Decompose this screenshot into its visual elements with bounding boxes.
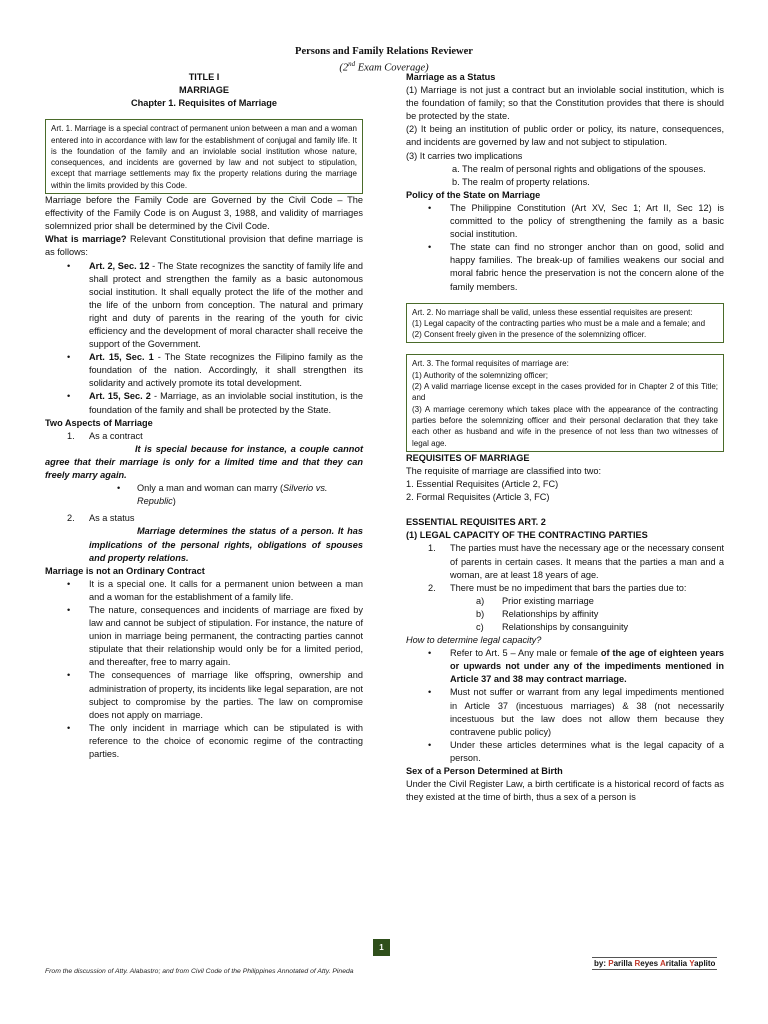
- legal-item: [406, 582, 724, 595]
- provision-head: Art. 2, Sec. 12: [89, 260, 150, 271]
- two-aspects-heading: Two Aspects of Marriage: [45, 417, 153, 428]
- how-list: [406, 647, 724, 765]
- coverage-superscript: nd: [348, 60, 356, 68]
- aspect-contract: [45, 430, 363, 443]
- provision-head: Art. 15, Sec. 1: [89, 352, 154, 363]
- list-item: • The nature, consequences and incidents of marriage are fixed by law and cannot be subject of stipulation. For instance, the nature of union in marriage being permanent, the contracting parties cannot stipulate that their relationship would only be for a limited period, and thereafter, free to marry again.: [45, 604, 363, 669]
- impediment-item: [406, 595, 724, 608]
- provision-item: [45, 351, 363, 390]
- art3-line: (3) A marriage ceremony which takes place with the appearance of the contracting parties before the solemnizing officer and their personal declaration that they take each other as husband and wife in the presence of not less than two witnesses of legal age.: [412, 404, 718, 448]
- coverage-text: (2: [339, 62, 349, 74]
- status-point-3b: b. The realm of property relations.: [452, 176, 590, 187]
- impediment-item: [406, 608, 724, 621]
- requisites-item: 2. Formal Requisites (Article 3, FC): [406, 492, 550, 503]
- list-item: • It is a special one. It calls for a permanent union between a man and a woman for the establishment of a family life.: [45, 578, 363, 604]
- status-point-3a: a. The realm of personal rights and obligations of the spouses.: [452, 163, 706, 174]
- art2-line: (2) Consent freely given in the presence of the solemnizing officer.: [412, 330, 647, 340]
- what-is-marriage: [45, 233, 363, 259]
- bullet-text-end: ): [172, 496, 176, 507]
- aspect-contract-text: It is special because for instance, a couple cannot agree that their marriage is only for a limited time and that they can freely marry again.: [45, 443, 363, 481]
- how-text: Refer to Art. 5 – Any male or female: [450, 648, 601, 659]
- impediment-text: Relationships by affinity: [502, 608, 599, 619]
- legal-item-text: There must be no impediment that bars the parties due to:: [450, 582, 687, 593]
- bullet-text: Only a man and woman can marry (: [137, 483, 284, 494]
- impediment-text: Relationships by consanguinity: [502, 621, 629, 632]
- provision-text: - Marriage, as an inviolable social institution, is the foundation of the family and shall be protected by the State.: [89, 391, 363, 415]
- author-initial: P: [608, 959, 614, 968]
- art2-line: Art. 2. No marriage shall be valid, unless these essential requisites are present:: [412, 307, 693, 317]
- not-ordinary-heading: Marriage is not an Ordinary Contract: [45, 565, 205, 576]
- how-question: How to determine legal capacity?: [406, 635, 542, 646]
- provision-text: - The State recognizes the Filipino family as the foundation of the nation. Accordingly, it shall strengthen its solidarity and actively promote its total development.: [89, 352, 363, 389]
- aspect-contract-bullet: [45, 482, 363, 508]
- list-item: • Must not suffer or warrant from any legal impediments mentioned in Article 37 (incestuous marriages) & 38 (not necessarily incestuous but the law does not allow them because they contravene public policy): [406, 686, 724, 738]
- author-initial: A: [660, 959, 666, 968]
- page-number: 1: [373, 939, 390, 956]
- list-number: 1.: [67, 430, 75, 441]
- legal-item-text: The parties must have the necessary age or the necessary consent of parents in certain cases. It means that the parties a man and a woman, are at least 18 years of age.: [450, 543, 724, 580]
- aspect-status-text: Marriage determines the status of a person. It has implications of the personal rights, obligations of spouses and property relations.: [89, 526, 363, 563]
- list-item: [406, 647, 724, 686]
- list-item: • The state can find no stronger anchor than on good, solid and happy families. The break-up of families weakens our social and moral fabric hence the preservation is not the concern alone of the family members.: [406, 241, 724, 293]
- what-is-marriage-question: What is marriage?: [45, 234, 127, 245]
- essential-heading: ESSENTIAL REQUISITES ART. 2: [406, 517, 546, 528]
- constitutional-provisions: [45, 260, 363, 417]
- art3-line: Art. 3. The formal requisites of marriage are:: [412, 359, 569, 369]
- author-name: ritalia: [665, 959, 690, 968]
- aspect-status: [45, 512, 363, 525]
- case-name: Silverio vs. Republic: [137, 483, 328, 507]
- sex-heading: Sex of a Person Determined at Birth: [406, 766, 563, 777]
- document-title: Persons and Family Relations Reviewer: [295, 46, 473, 57]
- legal-item: [406, 542, 724, 581]
- provision-item: [45, 390, 363, 416]
- list-item: • Under these articles determines what is the legal capacity of a person.: [406, 739, 724, 765]
- list-number: 2.: [67, 513, 75, 524]
- author-name: eyes: [640, 959, 660, 968]
- what-is-marriage-text: Relevant Constitutional provision that define marriage is as follows:: [45, 234, 363, 258]
- footer-note: From the discussion of Atty. Alabastro; and from Civil Code of the Philippines Annotated of Atty. Pineda: [45, 968, 354, 975]
- aspect-contract-note: [45, 443, 363, 482]
- art1-box: Art. 1. Marriage is a special contract of permanent union between a man and a woman entered into in accordance with law for the establishment of conjugal and family life. It is the foundation of the family and an inviolable social institution whose nature, consequences, and incidents are governed by law and not subject to stipulation, except that marriage settlements may fix the property relations during the marriage within the limits provided by this Code.: [45, 119, 363, 194]
- requisites-item: 1. Essential Requisites (Article 2, FC): [406, 479, 559, 490]
- authors-credit: [592, 957, 717, 970]
- status-point-2: (2) It being an institution of public order or policy, its nature, consequences, and incidents are governed by law and not subject to stipulation.: [406, 124, 724, 148]
- status-point-1: (1) Marriage is not just a contract but an inviolable social institution, which is the foundation of family; so that the Constitution provides that there is should be protected by the state.: [406, 85, 724, 122]
- list-item: • The only incident in marriage which can be stipulated is with reference to the choice of economic regime of the contracting parties.: [45, 722, 363, 761]
- provision-head: Art. 15, Sec. 2: [89, 391, 151, 402]
- list-letter: a): [476, 595, 485, 606]
- left-column: [45, 71, 363, 761]
- sex-text: Under the Civil Register Law, a birth certificate is a historical record of facts as they existed at the time of birth, thus a sex of a person is: [406, 779, 724, 803]
- aspect-label: As a contract: [89, 430, 143, 441]
- provision-text: - The State recognizes the sanctity of family life and shall protect and strengthen the family as a basic autonomous social institution. It shall equally protect the life of the mother and the life of the unborn from conception. The natural and primary right and duty of parents in the rearing of the youth for civic efficiency and the development of moral character shall receive the support of the Government.: [89, 260, 363, 350]
- aspect-status-note: [45, 525, 363, 564]
- list-number: 1.: [428, 543, 436, 554]
- status-heading: Marriage as a Status: [406, 72, 496, 82]
- impediment-item: [406, 621, 724, 634]
- policy-list: [406, 202, 724, 294]
- by-label: by:: [594, 959, 609, 968]
- not-ordinary-list: [45, 578, 363, 761]
- list-letter: c): [476, 621, 484, 632]
- family-code-paragraph: Marriage before the Family Code are Governed by the Civil Code – The effectivity of the Family Code is on August 3, 1988, and validity of marriages solemnized prior shall be determined by the Civil Code.: [45, 195, 363, 232]
- list-letter: b): [476, 608, 485, 619]
- how-text-bold: of the age of eighteen years or upwards not under any of the impediments mentioned in Article 37 and 38 may contract marriage.: [450, 648, 725, 685]
- title-marriage: MARRIAGE: [178, 85, 230, 96]
- list-item: • The consequences of marriage like offspring, ownership and administration of property, its incidents like legal separation, are not subject to compromise by the parties. The law on compromise does not apply on marriage.: [45, 669, 363, 721]
- policy-heading: Policy of the State on Marriage: [406, 189, 541, 200]
- requisites-heading: REQUISITES OF MARRIAGE: [406, 452, 530, 463]
- art2-line: (1) Legal capacity of the contracting parties who must be a male and a female; and: [412, 318, 706, 328]
- art2-box: [406, 303, 724, 344]
- author-initial: R: [634, 959, 641, 968]
- art3-line: (2) A valid marriage license except in the cases provided for in Chapter 2 of this Title; and: [412, 382, 718, 403]
- right-column: [406, 71, 724, 804]
- art3-box: [406, 354, 724, 451]
- author-name: aplito: [694, 959, 716, 968]
- art3-line: (1) Authority of the solemnizing officer;: [412, 370, 548, 380]
- impediment-text: Prior existing marriage: [502, 595, 594, 606]
- aspect-label: As a status: [89, 513, 135, 524]
- title-i: TITLE I: [188, 72, 220, 82]
- provision-item: [45, 260, 363, 352]
- author-initial: Y: [689, 959, 695, 968]
- chapter-heading: Chapter 1. Requisites of Marriage: [130, 98, 278, 109]
- coverage-text-end: Exam Coverage): [355, 62, 429, 74]
- list-item: • The Philippine Constitution (Art XV, Sec 1; Art II, Sec 12) is committed to the policy of strengthening the family as a basic social institution.: [406, 202, 724, 241]
- status-point-3: (3) It carries two implications: [406, 150, 523, 161]
- list-number: 2.: [428, 582, 436, 593]
- author-name: arilla: [613, 959, 635, 968]
- legal-capacity-heading: (1) LEGAL CAPACITY OF THE CONTRACTING PARTIES: [406, 530, 648, 541]
- requisites-text: The requisite of marriage are classified into two:: [406, 465, 602, 476]
